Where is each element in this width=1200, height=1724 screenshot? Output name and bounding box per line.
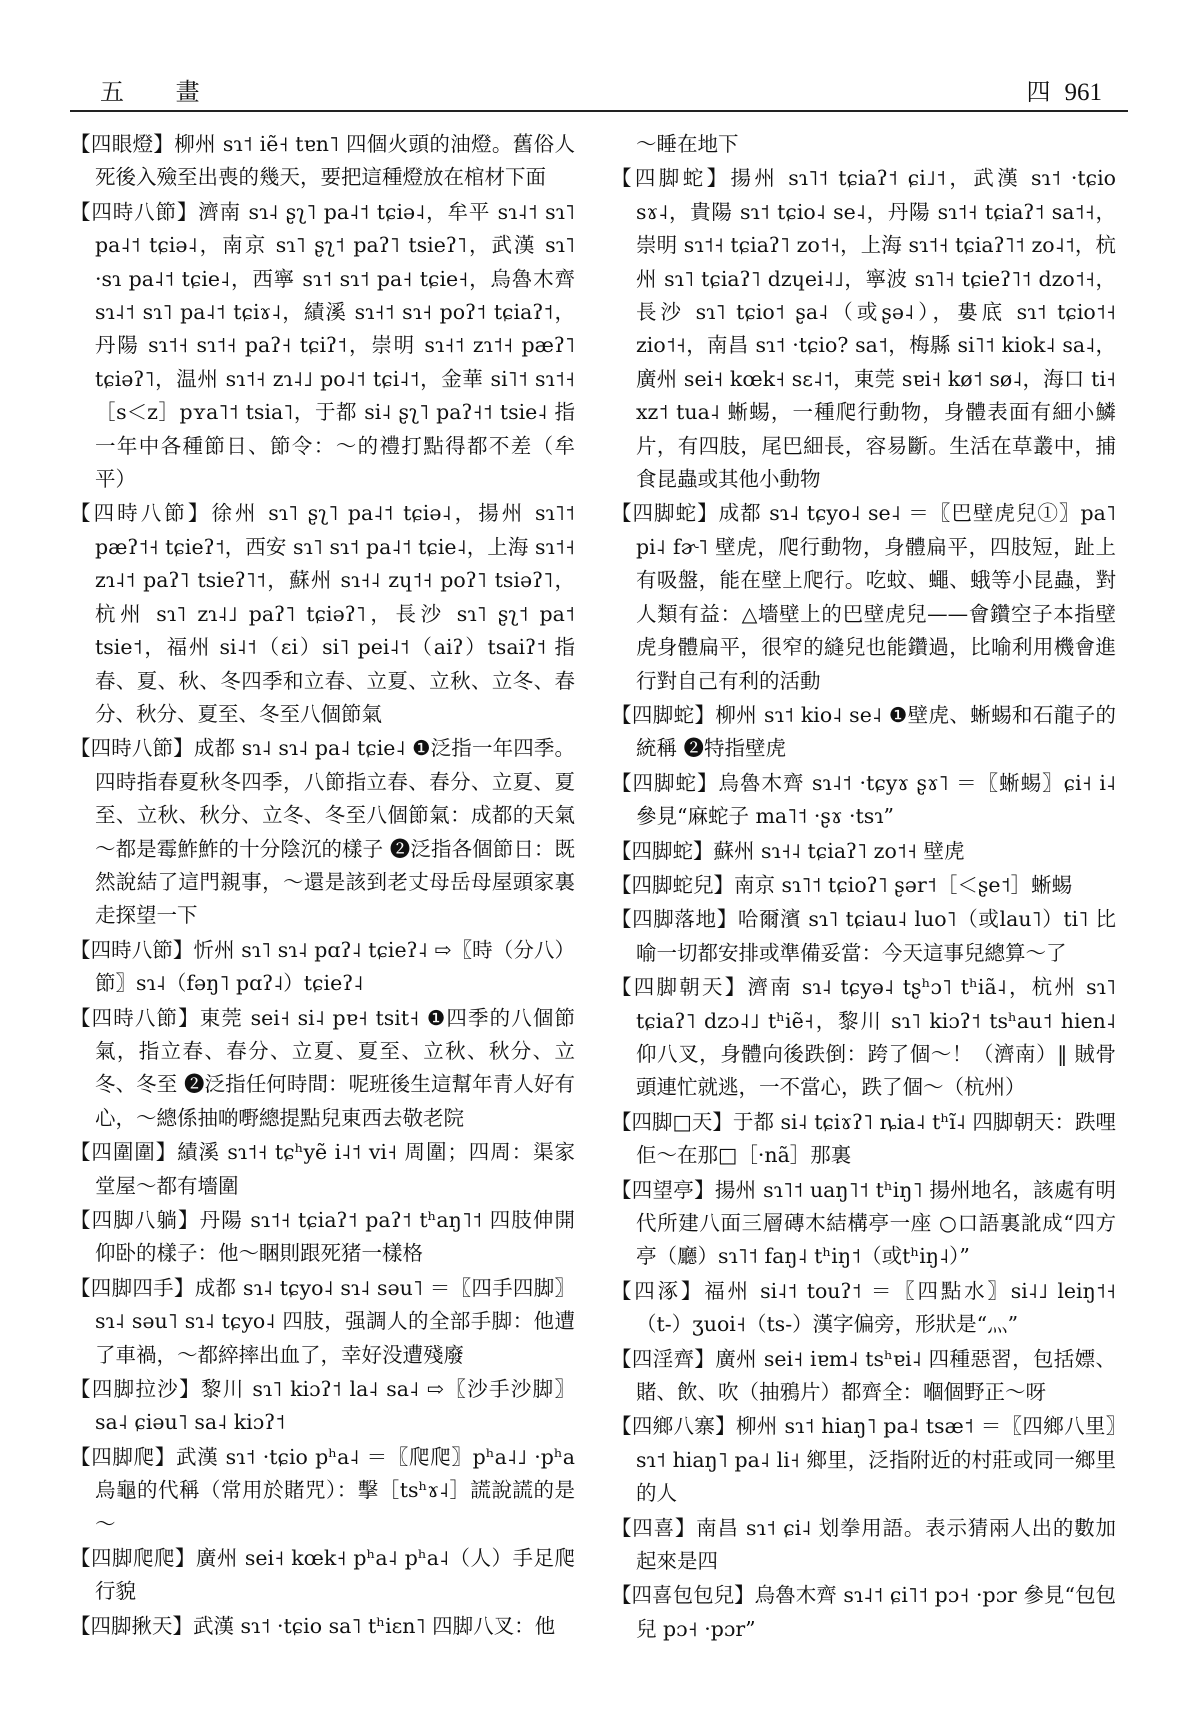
page-header-right (1027, 72, 1103, 107)
dictionary-entry: 【四脚拉沙】黎川 sɿ˥ kiɔʔ˦ la˨ sa˨ ⇨〖沙手沙脚〗sa˨ ɕiəu˥ sa˨ kiɔʔ˦ (70, 1377, 575, 1435)
dictionary-entry: 【四脚四手】成都 sɿ˨ tɕyo˨ sɿ˨ səu˥ ＝〖四手四脚〗sɿ˨ səu˥ sɿ˨ tɕyo˨ 四肢，强調人的全部手脚：他遭了車禍，～都綷摔出血了，幸好没遭殘廢 (70, 1275, 575, 1367)
dictionary-entry: 【四脚八躺】丹陽 sɿ˦˧ tɕiaʔ˦ paʔ˦ tʰaŋ˥˦ 四肢伸開仰卧的樣子：他～睏則跟死猪一樣格 (70, 1208, 575, 1266)
dictionary-entry: 【四望亭】揚州 sɿ˥˦ uaŋ˥˦ tʰiŋ˥ 揚州地名，該處有明代所建八面三層磚木結構亭一座 ○口語裏訛成“四方亭（廳）sɿ˥˦ faŋ˨ tʰiŋ˦（或tʰiŋ˨）” (611, 1177, 1116, 1269)
dictionary-entry: 【四脚蛇】柳州 sɿ˦ kio˨ se˨ ❶壁虎、蜥蜴和石龍子的統稱 ❷特指壁虎 (611, 702, 1116, 761)
dictionary-entry: 【四脚蛇】烏魯木齊 sɿ˨˦ ·tɕyɤ ʂɤ˥ ＝〖蜥蜴〗ɕi˧ i˨ 參見“麻蛇子 ma˥˦ ·ʂɤ ·tsɿ” (611, 770, 1116, 829)
dictionary-entry: 【四脚朝天】濟南 sɿ˨ tɕyə˨ tʂʰɔ˥ tʰiã˨，杭州 sɿ˥ tɕiaʔ˥ dzɔ˨˩ tʰiẽ˧，黎川 sɿ˥ kiɔʔ˦ tsʰau˦ hien˨ 仰八叉，身體向後跌倒：跨了個～！（濟南）‖ 賊骨頭連忙就逃，一不當心，跌了個～（杭州） (611, 975, 1116, 1100)
dictionary-entry: 【四喜】南昌 sɿ˦ ɕi˨ 划拳用語。表示猜兩人出的數加起來是四 (611, 1515, 1116, 1574)
header-char: 四 (1026, 78, 1051, 106)
dictionary-entry: 【四時八節】成都 sɿ˨ sɿ˨ pa˨ tɕie˨ ❶泛指一年四季。四時指春夏秋冬四季，八節指立春、春分、立夏、夏至、立秋、秋分、立冬、冬至八個節氣：成都的天氣～都是霉鮓鮓的十分陰沉的樣子 ❷泛指各個節日：既然說結了這門親事，～還是該到老丈母岳母屋頭家裏走探望一下 (70, 736, 575, 928)
dictionary-entry: 【四脚蛇】揚州 sɿ˥˦ tɕiaʔ˦ ɕi˩˦，武漢 sɿ˦ ·tɕio sɤ˨，貴陽 sɿ˦ tɕio˨ se˨，丹陽 sɿ˦˧ tɕiaʔ˦ sa˦˧，崇明 sɿ˦˧ tɕiaʔ˥ zo˦˧，上海 sɿ˦˧ tɕiaʔ˥˦ zo˨˦，杭州 sɿ˥ tɕiaʔ˥ dzɥei˨˩，寧波 sɿ˥˧ tɕieʔ˥˦ dzo˦˧，長沙 sɿ˥ tɕio˦ ʂa˨（或ʂə˨），婁底 sɿ˦ tɕio˦˧ zio˦˧，南昌 sɿ˦ ·tɕio? sa˦，梅縣 si˥˦ kiok˨ sa˨，廣州 sei˧ kœk˧ sɛ˨˦，東莞 sɐi˧ kø˦ sø˨，海口 ti˧ xz˦ tua˨ 蜥蜴，一種爬行動物，身體表面有細小鱗片，有四肢，尾巴細長，容易斷。生活在草叢中，捕食昆蟲或其他小動物 (611, 166, 1116, 492)
dictionary-entry: 【四淫齊】廣州 sei˧ iɐm˨ tsʰɐi˨ 四種惡習，包括嫖、賭、飲、吹（抽鴉片）都齊全：嗰個野正～呀 (611, 1346, 1116, 1405)
dictionary-entry: 【四時八節】濟南 sɿ˨ ʂʅ˥ pa˨˦ tɕiə˨，牟平 sɿ˨˦ sɿ˥ pa˨˦ tɕiə˨，南京 sɿ˥ ʂʅ˦ paʔ˥ tsieʔ˥，武漢 sɿ˥ ·sɿ pa˨˦ tɕie˨，西寧 sɿ˦ sɿ˦ pa˧ tɕie˧，烏魯木齊 sɿ˨˦ sɿ˥ pa˨˦ tɕiɤ˨，績溪 sɿ˧˦ sɿ˧ poʔ˦ tɕiaʔ˦，丹陽 sɿ˦˧ sɿ˦˧ paʔ˧ tɕiʔ˦，崇明 sɿ˧˦ zɿ˦˧ pæʔ˥ tɕiəʔ˥，温州 sɿ˦˧ zɿ˨˩ po˨˦ tɕi˨˦，金華 si˥˦ sɿ˦˧［s＜z］pʏa˥˦ tsia˥，于都 si˨ ʂʅ˥ paʔ˧˦ tsie˨ 指一年中各種節日、節令：～的禮打點得都不差（牟平） (70, 199, 575, 492)
dictionary-entry: 【四脚蛇】成都 sɿ˨ tɕyo˨ se˨ ＝〖巴壁虎兒①〗pa˥ pi˨ fɚ˥ 壁虎，爬行動物，身體扁平，四肢短，趾上有吸盤，能在壁上爬行。吃蚊、蠅、蛾等小昆蟲，對人類有益：△墻壁上的巴壁虎兒——會鑽空子本指壁虎身體扁平，很窄的縫兒也能鑽過，比喻利用機會進行對自己有利的活動 (611, 501, 1116, 693)
dictionary-entry: 【四脚爬爬】廣州 sei˧ kœk˧ pʰa˨ pʰa˨（人）手足爬行貌 (70, 1546, 575, 1604)
dictionary-entry: 【四脚蛇】蘇州 sɿ˧˨ tɕiaʔ˥ zo˦˧ 壁虎 (611, 838, 965, 863)
dictionary-entry: 【四眼燈】柳州 sɿ˦ iẽ˧ tɐn˥ 四個火頭的油燈。舊俗人死後入殮至出喪的幾天，要把這種燈放在棺材下面 (70, 132, 575, 190)
dictionary-entry: 【四時八節】徐州 sɿ˥ ʂʅ˥ pa˨˦ tɕiə˨，揚州 sɿ˥˦ pæʔ˦˧ tɕieʔ˦，西安 sɿ˥ sɿ˦ pa˨˦ tɕie˨，上海 sɿ˦˧ zɿ˨˦ paʔ˥ tsieʔ˥˦，蘇州 sɿ˧˨ zɥ˦˧ poʔ˥ tsiəʔ˥，杭州 sɿ˥ zɿ˨˩ paʔ˥ tɕiəʔ˥，長沙 sɿ˥ ʂʅ˦ pa˦ tsie˦，福州 si˨˦（ɛi）si˥ pei˨˦（aiʔ）tsaiʔ˦ 指春、夏、秋、冬四季和立春、立夏、立秋、立冬、春分、秋分、夏至、冬至八個節氣 (70, 501, 575, 726)
dictionary-entry: 【四脚蛇兒】南京 sɿ˥˦ tɕioʔ˥ ʂər˦［＜ʂe˦］蜥蜴 (611, 872, 1073, 897)
page-number: 961 (1064, 79, 1102, 106)
entry-continuation: ～睡在地下 (636, 132, 739, 156)
dictionary-entry: 【四時八節】忻州 sɿ˥ sɿ˨ pɑʔ˨ tɕieʔ˨ ⇨〖時（分八）節〗sɿ˨（fəŋ˥ pɑʔ˨）tɕieʔ˨ (70, 937, 575, 996)
dictionary-entry: 【四脚□天】于都 si˨ tɕiɤʔ˥ ȵia˨ tʰĩ˨ 四脚朝天：跌哩佢～在那□［·nã］那裏 (611, 1109, 1116, 1168)
dictionary-entry: 【四鄉八寨】柳州 sɿ˦ hiaŋ˥ pa˨ tsæ˦ ＝〖四鄉八里〗sɿ˦ hiaŋ˥ pa˨ li˧ 鄉里，泛指附近的村莊或同一鄉里的人 (611, 1414, 1116, 1506)
dictionary-entry: 【四喜包包兒】烏魯木齊 sɿ˨˦ ɕi˥˦ pɔ˧ ·pɔr 參見“包包兒 pɔ˧ ·pɔr” (611, 1583, 1116, 1641)
dictionary-entry: 【四脚爬】武漢 sɿ˦ ·tɕio pʰa˨ ＝〖爬爬〗pʰa˨˩ ·pʰa 烏龜的代稱（常用於賭咒）：擊［tsʰɤ˨］謊說謊的是～ (70, 1444, 575, 1536)
dictionary-entry: 【四時八節】東莞 sei˧ si˨ pɐ˧ tsit˧ ❶四季的八個節氣，指立春、春分、立夏、夏至、立秋、秋分、立冬、冬至 ❷泛指任何時間：呢班後生這幫年青人好有心，～總係抽啲嘢總提點兒東西去敬老院 (70, 1005, 575, 1130)
page-header (70, 70, 1128, 112)
dictionary-entry: 【四涿】福州 si˨˦ touʔ˦ ＝〖四點水〗si˨˩ leiŋ˦˧（t-）ʒuoi˧（ts-）漢字偏旁，形狀是“灬” (611, 1278, 1116, 1337)
dictionary-entry: 【四脚落地】哈爾濱 sɿ˥ tɕiau˨ luo˥（或lau˥）ti˥ 比喻一切都安排或準備妥當：今天這事兒總算～了 (611, 907, 1116, 965)
right-column (611, 128, 1116, 1647)
left-column (70, 128, 575, 1644)
dictionary-entry: 【四圍圍】績溪 sɿ˦˧ tɕʰyẽ i˨˦ vi˧ 周圍；四周：渠家堂屋～都有墻圍 (70, 1140, 575, 1198)
dictionary-entry: 【四脚揪天】武漢 sɿ˦ ·tɕio sa˥ tʰiɛn˥ 四脚八叉：他 (70, 1613, 556, 1638)
section-title: 五 畫 (100, 78, 222, 106)
